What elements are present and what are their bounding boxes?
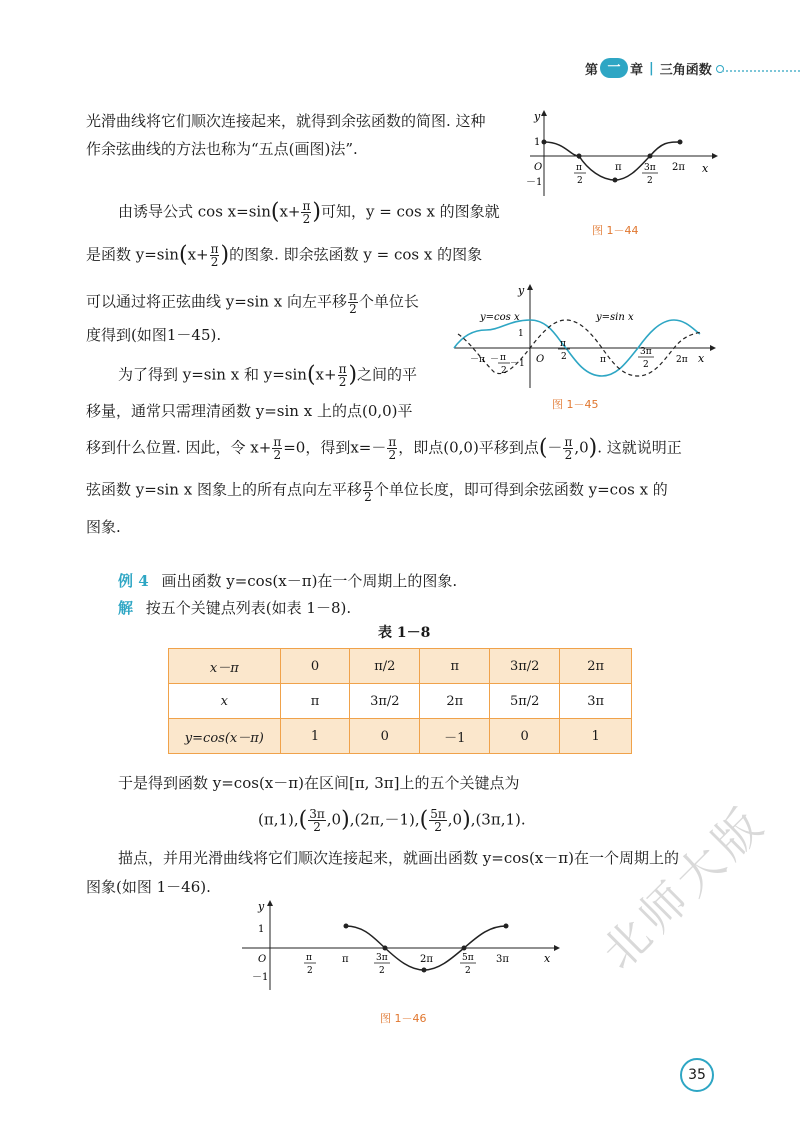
legend-cos: y=cos x: [480, 312, 520, 323]
table-cell: 3π/2: [350, 684, 420, 719]
after-table-line-4: 图象(如图 1－46).: [86, 878, 211, 896]
fraction: $\frac{\pi}{2}$: [338, 362, 347, 389]
cos-curve: [544, 142, 680, 180]
chapter-suffix: 章: [630, 62, 644, 78]
fraction: $\frac{\pi}{2}$: [273, 435, 282, 462]
key-point: [504, 924, 509, 929]
svg-text:－: －: [490, 355, 500, 365]
key-point: [422, 968, 427, 973]
table-cell: 2π: [560, 649, 632, 684]
tick-label-2pi: 2π: [672, 162, 685, 173]
chapter-number-badge: 一: [600, 58, 628, 78]
table-caption: 表 1－8: [378, 625, 431, 641]
svg-text:π: π: [576, 163, 582, 173]
para-1-line-2: 作余弦曲线的方法也称为“五点(画图)法”.: [86, 140, 358, 158]
table-cell: π/2: [350, 649, 420, 684]
chapter-prefix: 第: [585, 62, 599, 78]
solution-label: 解: [118, 599, 134, 617]
key-point: [542, 140, 547, 145]
header-separator: |: [649, 60, 654, 76]
tick-label-minus1: －1: [526, 177, 543, 188]
para-10-line: 图象.: [86, 518, 121, 536]
axis-y-label: y: [534, 110, 541, 123]
svg-text:3π: 3π: [640, 347, 652, 357]
para-1-line-1: 光滑曲线将它们顺次连接起来，就得到余弦函数的简图. 这种: [86, 112, 486, 130]
tick-label-pi: π: [615, 162, 622, 173]
table-cell: 2π: [420, 684, 490, 719]
table-cell: －1: [420, 719, 490, 754]
svg-text:5π: 5π: [462, 953, 474, 963]
table-row: [169, 649, 632, 684]
table-cell: 3π/2: [490, 649, 560, 684]
text: x+: [279, 202, 301, 221]
header-dotted-line: [722, 70, 800, 72]
svg-text:π: π: [600, 355, 606, 365]
axis-x-label: x: [544, 952, 551, 965]
text: 可知，y = cos x 的图象就: [320, 202, 500, 221]
fraction: $\frac{\pi}{2}$: [388, 435, 397, 462]
key-point: [613, 178, 618, 183]
table-cell: π: [280, 684, 350, 719]
table-cell: 1: [280, 719, 350, 754]
para-2-line: 由诱导公式 cos x=sin(x+ $\frac{\pi}{2}$ )可知，y = cos x 的图象就: [118, 199, 500, 226]
svg-text:2: 2: [501, 366, 507, 376]
table-1-8: [168, 648, 632, 754]
after-table-line-3: 描点，并用光滑曲线将它们顺次连接起来，就画出函数 y=cos(x－π)在一个周期上的: [118, 849, 679, 867]
table-row: [169, 719, 632, 754]
key-point: [462, 946, 467, 951]
para-5-line: 度得到(如图1－45).: [86, 326, 222, 344]
key-point: [383, 946, 388, 951]
para-4-line: 可以通过将正弦曲线 y=sin x 向左平移 $\frac{\pi}{2}$ 个单位长: [86, 289, 419, 316]
para-6-line: 为了得到 y=sin x 和 y=sin(x+ $\frac{\pi}{2}$ )之间的平: [118, 362, 418, 389]
after-table-line-1: 于是得到函数 y=cos(x－π)在区间[π, 3π]上的五个关键点为: [118, 774, 520, 792]
key-point: [648, 154, 653, 159]
table-row-header: x: [169, 684, 281, 719]
fraction: $\frac{\pi}{2}$: [348, 289, 357, 316]
tick-label-3pi: 3π: [496, 954, 509, 965]
text: 由诱导公式 cos x=sin: [118, 202, 271, 221]
table-row: [169, 684, 632, 719]
svg-text:2: 2: [647, 176, 653, 186]
fraction: $\frac{\pi}{2}$: [302, 199, 311, 226]
axis-x-label: x: [698, 352, 705, 365]
figure-1-44: [520, 108, 720, 203]
axis-y-label: y: [518, 284, 525, 297]
figure-1-46-caption: 图 1－46: [380, 1012, 427, 1025]
para-7-line: 移量，通常只需理清函数 y=sin x 上的点(0,0)平: [86, 402, 413, 420]
axis-y-label: y: [258, 900, 265, 913]
svg-text:3π: 3π: [376, 953, 388, 963]
svg-text:2: 2: [379, 966, 385, 976]
table-cell: 5π/2: [490, 684, 560, 719]
origin-label: O: [534, 162, 543, 173]
tick-label-1: 1: [518, 329, 524, 339]
figure-1-46: [238, 898, 568, 993]
tick-label-1: 1: [534, 137, 541, 148]
chapter-header: [585, 58, 712, 78]
svg-text:π: π: [306, 953, 312, 963]
tick-label-minus1: －1: [510, 359, 525, 369]
svg-text:2: 2: [307, 966, 313, 976]
tick-label-minus1: －1: [252, 972, 269, 983]
fraction: $\frac{\pi}{2}$: [210, 242, 219, 269]
svg-text:3π: 3π: [644, 163, 656, 173]
svg-text:2: 2: [465, 966, 471, 976]
axis-x-label: x: [702, 162, 709, 175]
example-text: 画出函数 y=cos(x－π)在一个周期上的图象.: [161, 572, 458, 590]
tick-label-1: 1: [258, 924, 265, 935]
figure-1-45: [450, 282, 720, 392]
table-cell: 0: [490, 719, 560, 754]
svg-text:π: π: [500, 353, 506, 363]
para-9-line: 弦函数 y=sin x 图象上的所有点向左平移 $\frac{\pi}{2}$ 个单位长度，即可得到余弦函数 y=cos x 的: [86, 477, 668, 504]
table-row-header: y=cos(x－π): [169, 719, 281, 754]
chapter-title: 三角函数: [659, 62, 712, 78]
tick-label-2pi: 2π: [420, 954, 433, 965]
figure-1-45-caption: 图 1－45: [552, 398, 599, 411]
table-cell: 3π: [560, 684, 632, 719]
tick-label-pi: π: [342, 954, 349, 965]
tick-label-minus-pi: －π: [470, 355, 485, 365]
key-point: [678, 140, 683, 145]
origin-label: O: [258, 954, 267, 965]
table-cell: 0: [280, 649, 350, 684]
solution-text: 按五个关键点列表(如表 1－8).: [145, 599, 352, 617]
key-point: [344, 924, 349, 929]
svg-text:2: 2: [577, 176, 583, 186]
table-cell: 0: [350, 719, 420, 754]
svg-text:2: 2: [643, 360, 649, 370]
example-label: 例 4: [118, 572, 149, 590]
table-cell: 1: [560, 719, 632, 754]
svg-text:2: 2: [561, 352, 567, 362]
svg-text:π: π: [560, 339, 566, 349]
tick-label-2pi: 2π: [676, 355, 688, 365]
fraction: $\frac{\pi}{2}$: [564, 435, 573, 462]
example-4: [118, 570, 457, 592]
key-points-line: (π,1),( $\frac{3\pi}{2}$ ,0),(2π,－1),( $\frac{5\pi}{2}$ ,0),(3π,1).: [258, 807, 526, 834]
watermark: 北师大版: [591, 794, 777, 980]
page-number: 35: [680, 1058, 714, 1092]
solution: [118, 597, 351, 619]
fraction: $\frac{\pi}{2}$: [363, 477, 372, 504]
table-cell: π: [420, 649, 490, 684]
origin-label: O: [536, 354, 545, 365]
table-row-header: x－π: [169, 649, 281, 684]
legend-sin: y=sin x: [596, 312, 634, 323]
figure-1-44-caption: 图 1－44: [592, 224, 639, 237]
para-8-line: 移到什么位置. 因此，令 x+ $\frac{\pi}{2}$ =0，得到x=－ $\frac{\pi}{2}$ ，即点(0,0)平移到点(－ $\frac{\pi}{2}$ ,0). 这就说明正: [86, 435, 682, 462]
para-3-line: 是函数 y=sin(x+ $\frac{\pi}{2}$ )的图象. 即余弦函数 y = cos x 的图象: [86, 242, 483, 269]
